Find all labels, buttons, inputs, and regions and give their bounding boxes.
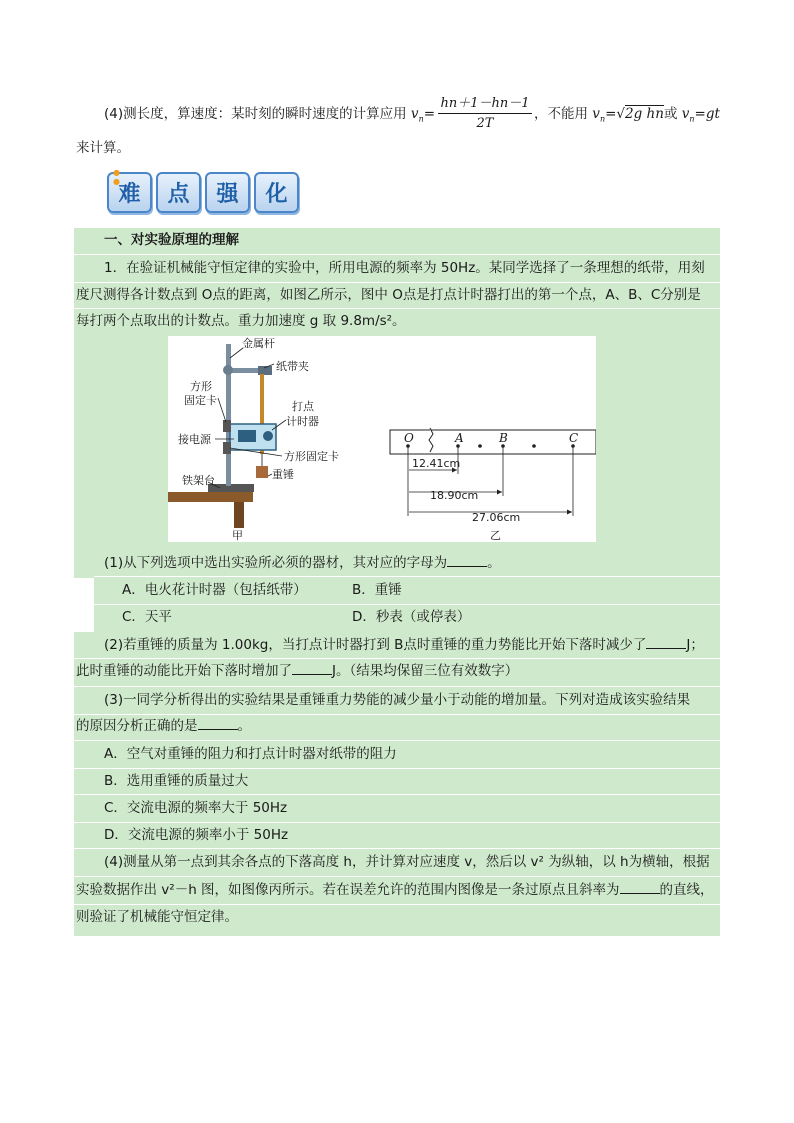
q1-4-line-2: 实验数据作出 v²－h 图，如图像丙所示。若在误差允许的范围内图像是一条过原点且斜率为 的直线， (76, 882, 714, 898)
q1-3-line-1: (3)一同学分析得出的实验结果是重锤重力势能的减少量小于动能的增加量。下列对造成该实验结果 (104, 692, 691, 708)
row-rule (74, 658, 720, 659)
apparatus-diagram (168, 336, 596, 542)
option-1c: C．天平 (122, 609, 172, 625)
gt-expression: gt (705, 106, 720, 122)
row-rule (94, 604, 720, 605)
label-square-card-b: 方形固定卡 (284, 450, 339, 463)
answer-blank-4[interactable] (198, 717, 238, 730)
q1-line-2: 度尺测得各计数点到 O点的距离，如图乙所示，图中 O点是打点计时器打出的第一个点，A、B、C分别是 (76, 287, 701, 303)
equals-sign-3: = (694, 106, 706, 122)
dist-ob: 18.90cm (430, 489, 479, 502)
label-yi: 乙 (490, 529, 501, 542)
vn-symbol: $v_n$ (410, 106, 424, 124)
tape-label-a: A (455, 431, 464, 445)
q1-2-line-1: (2)若重锤的质量为 1.00kg，当打点计时器打到 B点时重锤的重力势能比开始下落时减少了 J； (104, 637, 704, 653)
option-3d: D．交流电源的频率小于 50Hz (104, 827, 289, 843)
option-3c: C．交流电源的频率大于 50Hz (104, 800, 288, 816)
badge-char-4: 化 (254, 172, 299, 213)
row-rule (74, 794, 720, 795)
table-top (168, 492, 253, 502)
badge-char-2: 点 (156, 172, 201, 213)
answer-blank-5[interactable] (620, 881, 660, 894)
row-rule (74, 768, 720, 769)
sparkle-icon: ● ● (113, 168, 128, 186)
intro-line-2: 来计算。 (76, 140, 130, 156)
intro-line-1 (104, 104, 435, 130)
vn-symbol-3: $v_n$ (681, 106, 695, 124)
row-rule (74, 686, 720, 687)
label-stand: 铁架台 (182, 474, 215, 487)
table-leg (234, 502, 244, 528)
row-rule (74, 848, 720, 849)
weight-block (256, 466, 268, 478)
row-rule (74, 714, 720, 715)
row-rule (74, 740, 720, 741)
label-clip: 纸带夹 (276, 360, 309, 373)
fixing-card-bottom (223, 442, 231, 454)
answer-blank-2[interactable] (646, 636, 686, 649)
timer-knob (263, 431, 273, 441)
q1-4-line-1: (4)测量从第一点到其余各点的下落高度 h，并计算对应速度 v，然后以 v² 为纵轴，以 h为横轴，根据 (104, 854, 710, 870)
badge-char-3: 强 (205, 172, 250, 213)
tape-dot-mid-1 (478, 444, 482, 448)
sqrt-expression: √2g hn (616, 106, 664, 122)
label-rod: 金属杆 (242, 337, 275, 350)
vn-symbol-2: $v_n$ (592, 106, 606, 124)
content-background-right (596, 336, 720, 542)
answer-blank-3[interactable] (292, 662, 332, 675)
option-1a: A．电火花计时器（包括纸带） (122, 582, 307, 598)
velocity-fraction (438, 92, 532, 131)
tape-label-b: B (499, 431, 508, 445)
equals-sign: = (423, 106, 436, 122)
q1-line-3: 每打两个点取出的计数点。重力加速度 g 取 9.8m/s²。 (76, 313, 406, 329)
intro-mid-text: ，不能用 (534, 106, 593, 122)
tape-label-o: O (404, 431, 414, 445)
row-rule (74, 822, 720, 823)
badge-char-1: ● ● 难 (107, 172, 152, 213)
row-rule (74, 254, 720, 255)
q1-1-stem: (1)从下列选项中选出实验所必须的器材，其对应的字母为 。 (104, 555, 501, 571)
option-1d: D．秒表（或停表） (352, 609, 471, 625)
dist-oc: 27.06cm (472, 511, 521, 524)
label-timer: 打点 (292, 400, 314, 413)
q1-2-line-2: 此时重锤的动能比开始下落时增加了 J。（结果均保留三位有效数字） (76, 663, 519, 679)
label-jia: 甲 (232, 529, 243, 542)
row-rule (74, 308, 720, 309)
timer-coil (238, 430, 256, 442)
answer-blank-1[interactable] (447, 554, 487, 567)
fixing-card-top (223, 420, 231, 432)
content-background-left (74, 336, 168, 542)
paper-strip (390, 430, 596, 454)
row-rule (74, 904, 720, 905)
label-square-card-2: 固定卡 (184, 394, 217, 407)
or-text: 或 (663, 106, 682, 122)
option-1b: B．重锤 (352, 582, 402, 598)
section-badge-header (107, 168, 299, 213)
section-title: 一、对实验原理的理解 (104, 232, 239, 248)
row-rule (74, 876, 720, 877)
option-3b: B．选用重锤的质量过大 (104, 773, 249, 789)
equals-sign-2: = (605, 106, 617, 122)
label-power: 接电源 (178, 433, 211, 446)
row-rule (74, 282, 720, 283)
option-3a: A．空气对重锤的阻力和打点计时器对纸带的阻力 (104, 746, 397, 762)
tape-label-c: C (569, 431, 579, 445)
q1-4-line-3: 则验证了机械能守恒定律。 (76, 909, 238, 925)
label-weight: 重锤 (272, 468, 294, 481)
label-timer-2: 计时器 (286, 415, 319, 428)
apparatus-figure (168, 336, 596, 542)
intro-line-1-tail (534, 104, 720, 130)
intro-text: (4)测长度，算速度：某时刻的瞬时速度的计算应用 (104, 106, 411, 122)
q1-line-1: 1．在验证机械能守恒定律的实验中，所用电源的频率为 50Hz。某同学选择了一条理想的纸带，用刻 (104, 260, 705, 276)
q1-3-line-2: 的原因分析正确的是 。 (76, 718, 251, 734)
tape-dot-mid-2 (532, 444, 536, 448)
dist-oa: 12.41cm (412, 457, 461, 470)
rod-clamp (223, 365, 233, 375)
row-rule (94, 576, 720, 577)
label-square-card: 方形 (190, 380, 212, 393)
fraction-numerator: hn＋1－hn－1 (438, 92, 532, 114)
fraction-denominator: 2T (476, 116, 494, 131)
